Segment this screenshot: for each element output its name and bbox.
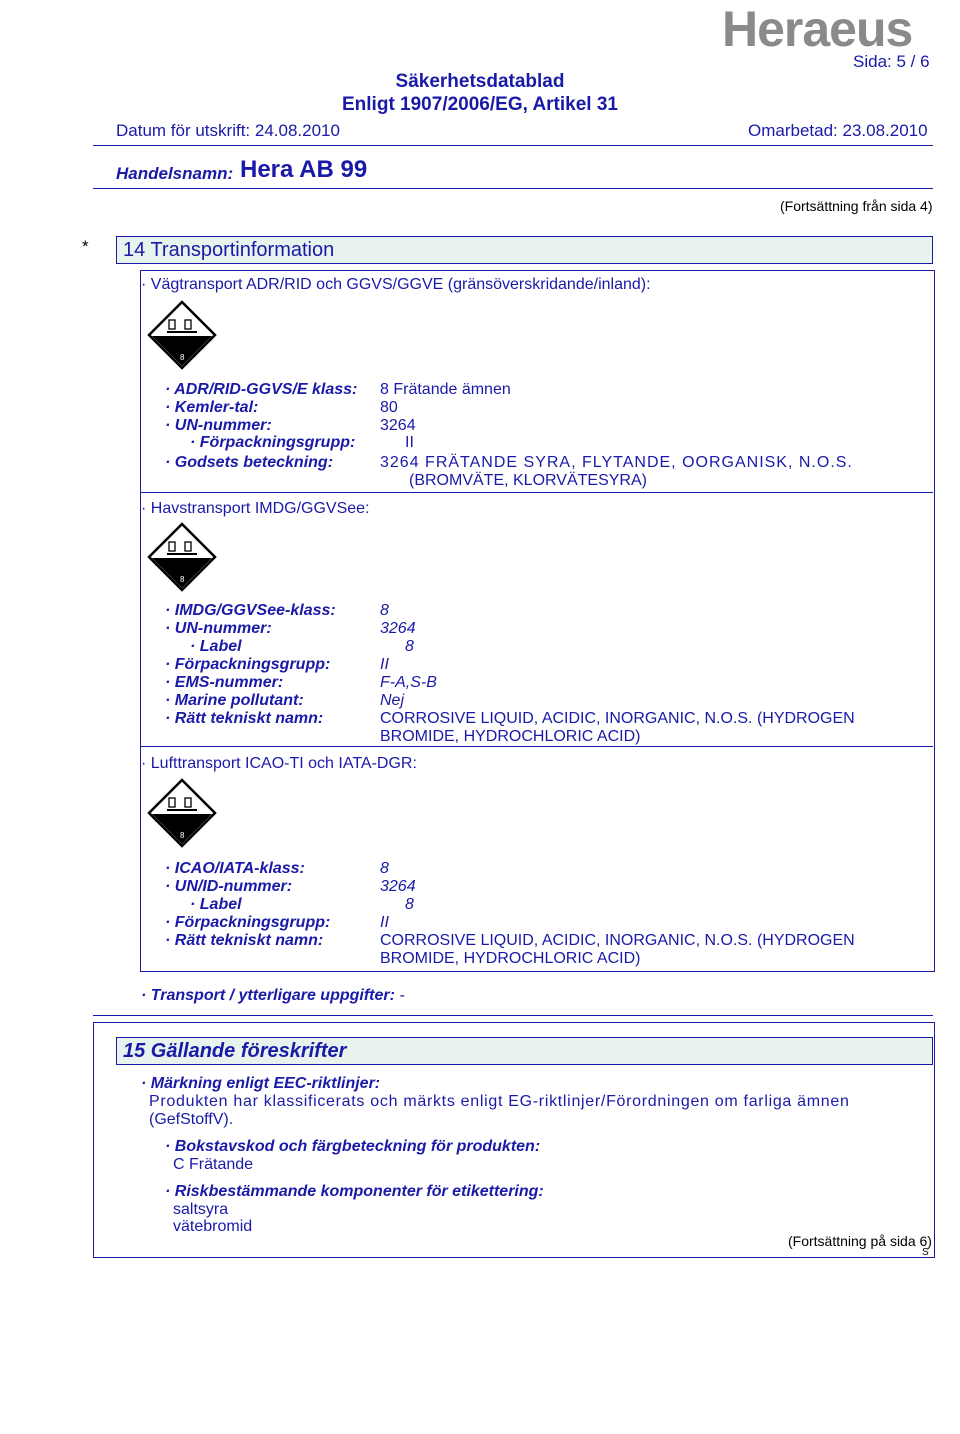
sea-name-value-2: BROMIDE, HYDROCHLORIC ACID) [380,728,641,745]
document-title-line2: Enligt 1907/2006/EG, Artikel 31 [342,94,618,115]
sea-mp-value: Nej [380,692,405,709]
transport-other-value: - [399,987,405,1004]
road-un-value: 3264 [380,417,416,434]
document-title [0,70,960,116]
corrosive-pictogram-sea [147,522,217,592]
sea-label-value: 8 [405,638,414,655]
air-pg-value: II [380,914,389,931]
risk-item-2: vätebromid [173,1218,253,1235]
sea-pg-value: II [380,656,389,673]
air-pg-label: · Förpackningsgrupp: [165,914,331,931]
continued-from: (Fortsättning från sida 4) [780,198,933,214]
code-value: C Frätande [173,1156,254,1173]
sea-label-label: · Label [190,638,242,655]
marking-label: · Märkning enligt EEC-riktlinjer: [141,1075,381,1092]
heraeus-logo: Heraeus [722,1,913,57]
air-heading: · Lufttransport ICAO-TI och IATA-DGR: [141,755,417,772]
code-label: · Bokstavskod och färgbeteckning för produkten: [165,1138,541,1155]
section-14-title: 14 Transportinformation [123,239,335,261]
sea-pg-label: · Förpackningsgrupp: [165,656,331,673]
sea-name-label: · Rätt tekniskt namn: [165,710,324,727]
corrosive-pictogram-air [147,778,217,848]
road-desc-value-1: 3264 FRÄTANDE SYRA, FLYTANDE, OORGANISK, N.O.S. [380,454,853,471]
transport-other-label: · Transport / ytterligare uppgifter: [141,987,395,1004]
road-class-label: · ADR/RID-GGVS/E klass: [165,381,358,398]
air-name-value-2: BROMIDE, HYDROCHLORIC ACID) [380,950,641,967]
sea-heading: · Havstransport IMDG/GGVSee: [141,500,370,517]
tradename-divider [93,188,933,189]
tradename-label: Handelsnamn: [116,164,234,183]
road-desc-value-2: (BROMVÄTE, KLORVÄTESYRA) [409,472,647,489]
sea-name-value-1: CORROSIVE LIQUID, ACIDIC, INORGANIC, N.O.S. (HYDROGEN [380,710,855,727]
air-name-value-1: CORROSIVE LIQUID, ACIDIC, INORGANIC, N.O.S. (HYDROGEN [380,932,855,949]
road-kemler-value: 80 [380,399,398,416]
air-label-label: · Label [190,896,242,913]
svg-text:8: 8 [180,353,185,362]
road-kemler-label: · Kemler-tal: [165,399,259,416]
sea-class-value: 8 [380,602,389,619]
sea-un-label: · UN-nummer: [165,620,272,637]
air-class-value: 8 [380,860,389,877]
sea-un-value: 3264 [380,620,416,637]
corrosive-pictogram-road [147,300,217,370]
section-15-title: 15 Gällande föreskrifter [123,1040,347,1062]
road-un-label: · UN-nummer: [165,417,272,434]
print-date: Datum för utskrift: 24.08.2010 [116,121,340,140]
air-class-label: · ICAO/IATA-klass: [165,860,305,877]
svg-text:8: 8 [180,831,185,840]
air-un-value: 3264 [380,878,416,895]
tradename: Hera AB 99 [240,156,368,183]
svg-text:8: 8 [180,575,185,584]
sea-class-label: · IMDG/GGVSee-klass: [165,602,336,619]
air-name-label: · Rätt tekniskt namn: [165,932,324,949]
road-pg-label: · Förpackningsgrupp: [190,434,356,451]
header-divider [93,145,933,146]
marking-text-2: (GefStoffV). [149,1111,234,1128]
air-label-value: 8 [405,896,414,913]
air-un-label: · UN/ID-nummer: [165,878,293,895]
risk-item-1: saltsyra [173,1201,229,1218]
road-heading: · Vägtransport ADR/RID och GGVS/GGVE (gränsöverskridande/inland): [141,276,651,293]
sea-mp-label: · Marine pollutant: [165,692,304,709]
footer-mark: S [922,1247,929,1258]
page-number: Sida: 5 / 6 [853,52,930,71]
section-15-heading [116,1037,933,1065]
document-title-line1: Säkerhetsdatablad [395,71,565,92]
sea-ems-label: · EMS-nummer: [165,674,284,691]
section-divider [93,1015,933,1016]
sea-ems-value: F-A,S-B [380,674,437,691]
marking-text-1: Produkten har klassificerats och märkts enligt EG-riktlinjer/Förordningen om farliga ämnen [149,1093,850,1110]
section-14-heading [116,236,933,264]
road-pg-value: II [405,434,414,451]
revision-asterisk: * [82,237,89,256]
continued-to: (Fortsättning på sida 6) [788,1233,932,1249]
risk-label: · Riskbestämmande komponenter för etikettering: [165,1183,544,1200]
road-desc-label: · Godsets beteckning: [165,454,334,471]
revised-date: Omarbetad: 23.08.2010 [748,121,928,140]
road-class-value: 8 Frätande ämnen [380,381,511,398]
